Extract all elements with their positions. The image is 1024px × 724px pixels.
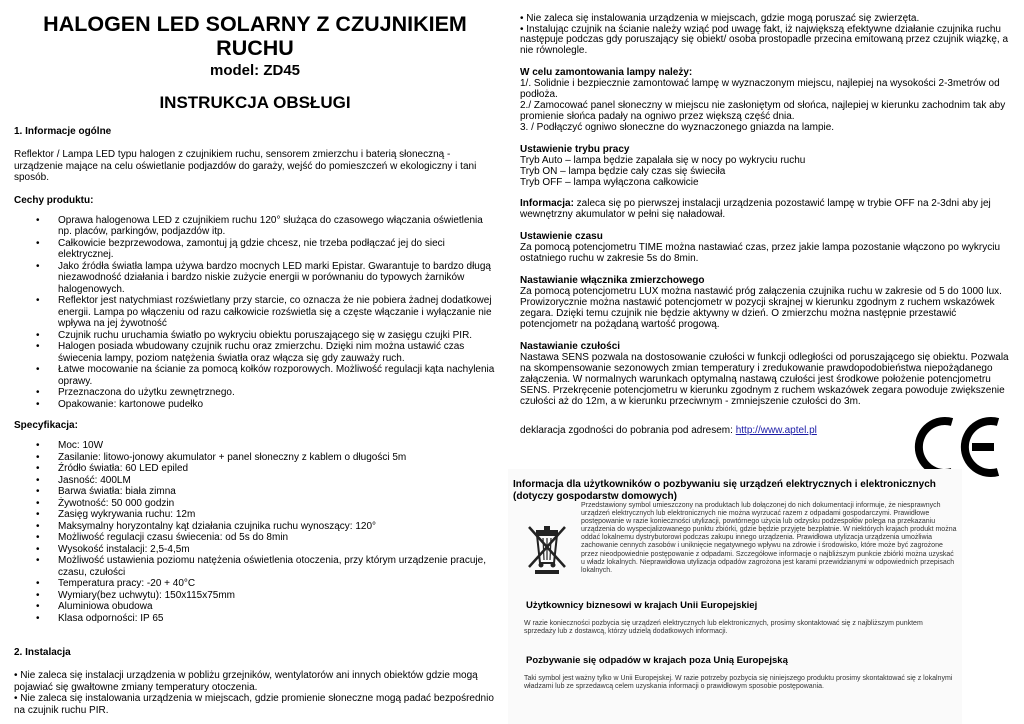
list-item: • Całkowicie bezprzewodowa, zamontuj ją gdzie chcesz, nie trzeba podłączać jej do sieci elektrycznej. (14, 238, 496, 261)
features-list (14, 215, 496, 411)
declaration-link[interactable]: http://www.aptel.pl (735, 424, 817, 436)
twilight-text: Za pomocą potencjometru LUX można nastawić próg załączenia czujnika ruchu w zakresie od 5 do 1000 lux. Prowizorycznie można nastawić potencjometr w pozycji skrajnej w kierunku zgodnym z ruchem wskazówek zegara. Dzięki temu czujnik nie będzie aktywny w dzień. O zmierzchu można następnie przestawić potencjometr na pożądaną wartość progową. (520, 285, 1002, 330)
weee-title: Informacja dla użytkowników o pozbywaniu się urządzeń elektrycznych i elektronicznych (dotyczy gospodarstw domowych) (513, 479, 936, 502)
list-item: • Łatwe mocowanie na ścianie za pomocą kołków rozporowych. Możliwość regulacji kąta nachylenia oprawy. (14, 364, 496, 387)
declaration-text: deklaracja zgodności do pobrania pod adresem: (520, 424, 736, 436)
specs-list (14, 440, 496, 624)
list-item: • Maksymalny horyzontalny kąt działania czujnika ruchu wynoszący: 120° (14, 521, 496, 533)
modes-heading: Ustawienie trybu pracy (520, 143, 630, 155)
list-item: • Aluminiowa obudowa (14, 601, 496, 613)
install-line: • Nie zaleca się instalacji urządzenia w pobliżu grzejników, wentylatorów ani innych obiektów gdzie mogą pojawiać się gwałtowne zmiany temperatury otoczenia. (14, 670, 478, 693)
mount-step: 1/. Solidnie i bezpiecznie zamontować lampę w wyznaczonym miejscu, najlepiej na wysokości 2-3metrów od podłoża. (520, 77, 1000, 100)
weee-text: Przedstawiony symbol umieszczony na produktach lub dołączonej do nich dokumentacji informuje, że niesprawnych urządzeń elektrycznych lub elektronicznych nie można wyrzucać razem z odpadami gospodarczymi. Prawidłowe postępowanie w razie konieczności utylizacji, powtórnego użycia lub odzysku podzespołów polega na przekazaniu urządzenia do wyspecjalizowanego punktu zbiórki, gdzie będzie przyjęte bezpłatnie. W niektórych krajach produkt można oddać lokalnemu dystrybutorowi podczas zakupu innego urządzenia. Prawidłowa utylizacja urządzenia umożliwia zachowanie cennych zasobów i uniknięcie negatywnego wpływu na zdrowie i środowisko, które może być zagrożone przez nieodpowiednie postępowanie z odpadami. Szczegółowe informacje o najbliższym punkcie zbiórki można uzyskać u władz lokalnych. Nieprawidłowa utylizacja odpadów zagrożona jest karami przewidzianymi w odpowiednich przepisach lokalnych. (581, 502, 957, 574)
list-item: • Temperatura pracy: -20 + 40°C (14, 578, 496, 590)
list-item: • Moc: 10W (14, 440, 496, 452)
list-item: • Oprawa halogenowa LED z czujnikiem ruchu 120° służąca do czasowego włączania oświetlenia np. placów, parkingów, podjazdów itp. (14, 215, 496, 238)
general-text: Reflektor / Lampa LED typu halogen z czujnikiem ruchu, sensorem zmierzchu i baterią słoneczną - urządzenie mające na celu oświetlanie podjazdów do garaży, wejść do pomieszczeń w ekologiczny i tani sposób. (14, 149, 477, 183)
mount-step: 3. / Podłączyć ogniwo słoneczne do wyznaczonego gniazda na lampie. (520, 121, 835, 133)
section-general-heading: 1. Informacje ogólne (14, 126, 112, 137)
list-item: • Żywotność: 50 000 godzin (14, 498, 496, 510)
time-heading: Ustawienie czasu (520, 230, 603, 242)
list-item: • Możliwość ustawienia poziomu natężenia oświetlenia otoczenia, przy którym urządzenie pracuje, czasu, czułości (14, 555, 496, 578)
info-label: Informacja: (520, 197, 574, 209)
section-install-heading: 2. Instalacja (14, 647, 71, 658)
list-item: • Wymiary(bez uchwytu): 150x115x75mm (14, 590, 496, 602)
list-item: • Halogen posiada wbudowany czujnik ruchu oraz zmierzchu. Dzięki nim można ustawić czas świecenia lampy, poziom natężenia światła oraz włącza się gdy zauważy ruch. (14, 341, 496, 364)
weee-notice (508, 469, 962, 724)
weee-business-heading: Użytkownicy biznesowi w krajach Unii Europejskiej (526, 600, 758, 611)
install-line: • Nie zaleca się instalowania urządzenia w miejscach, gdzie mogą poruszać się zwierzęta. (520, 13, 920, 24)
list-item: • Przeznaczona do użytku zewnętrznego. (14, 387, 496, 399)
document-title: HALOGEN LED SOLARNY Z CZUJNIKIEM RUCHU (43, 12, 467, 60)
list-item: • Klasa odporności: IP 65 (14, 613, 496, 625)
list-item: • Jako źródła światła lampa używa bardzo mocnych LED marki Epistar. Gwarantuje to bardzo długą niezawodność działania i bardzo niskie zużycie energii w porównaniu do typowych żarników halogenowych. (14, 261, 496, 296)
sensitivity-heading: Nastawianie czułości (520, 340, 621, 352)
left-column (14, 0, 496, 716)
mount-heading: W celu zamontowania lampy należy: (520, 66, 693, 78)
manual-subtitle: INSTRUKCJA OBSŁUGI (159, 93, 351, 112)
right-column (520, 0, 1010, 436)
list-item: • Wysokość instalacji: 2,5-4,5m (14, 544, 496, 556)
mode-item: Tryb ON – lampa będzie cały czas się świeciła (520, 165, 726, 177)
list-item: • Zasięg wykrywania ruchu: 12m (14, 509, 496, 521)
weee-outside-heading: Pozbywanie się odpadów w krajach poza Unią Europejską (526, 655, 788, 666)
list-item: • Źródło światła: 60 LED epiled (14, 463, 496, 475)
weee-business-text: W razie konieczności pozbycia się urządzeń elektrycznych lub elektronicznych, prosimy skontaktować się z najbliższym punktem sprzedaży lub z dostawcą, którzy udzielą dodatkowych informacji. (524, 620, 923, 636)
list-item: • Barwa światła: biała zimna (14, 486, 496, 498)
list-item: • Możliwość regulacji czasu świecenia: od 5s do 8min (14, 532, 496, 544)
weee-outside-text: Taki symbol jest ważny tylko w Unii Europejskej. W razie potrzeby pozbycia się niniejszego produktu prosimy skontaktować się z lokalnymi władzami lub ze sprzedawcą celem uzyskania informacji o prawidłowym sposobie postępowania. (524, 675, 953, 691)
features-heading: Cechy produktu: (14, 194, 94, 206)
install-line: • Nie zaleca się instalowania urządzenia w miejscach, gdzie promienie słoneczne mogą padać bezpośrednio na czujnik ruchu PIR. (14, 693, 494, 716)
list-item: • Reflektor jest natychmiast rozświetlany przy starcie, co oznacza że nie pobiera żadnej dodatkowej energii. Lampa po włączeniu od razu całkowicie rozświetla się a częste włączanie i wyłączanie nie wpływa na jej żywotność (14, 295, 496, 330)
twilight-heading: Nastawianie włącznika zmierzchowego (520, 274, 705, 286)
install-line: • Instalując czujnik na ścianie należy wziąć pod uwagę fakt, iż największą efektywne działanie czujnika ruchu następuje podczas gdy poruszający się obiekt/ osoba prostopadle przecina emitowaną przez czujnik wiązkę, a nie równolegle. (520, 23, 1009, 57)
sensitivity-text: Nastawa SENS pozwala na dostosowanie czułości w funkcji odległości od poruszającego się obiektu. Pozwala na skompensowanie sezonowych zmian temperatury i zredukowanie prawdopodobieństwa niepożądanego załączenia. W normalnych warunkach optymalną nastawą czułości jest środkowe położenie potencjometru SENS. Przekręcenie potencjometru w kierunku zgodnym z ruchem wskazówek zegara powoduje zwiększenie czułości aż do 12m, a w kierunku przeciwnym - zmniejszenie czułości do 3m. (520, 351, 1009, 407)
mode-item: Tryb OFF – lampa wyłączona całkowicie (520, 176, 699, 188)
list-item: • Zasilanie: litowo-jonowy akumulator + panel słoneczny z kablem o długości 5m (14, 452, 496, 464)
model-label: model: ZD45 (209, 62, 300, 79)
info-paragraph (520, 198, 1010, 220)
list-item: • Opakowanie: kartonowe pudełko (14, 399, 496, 411)
time-text: Za pomocą potencjometru TIME można nastawiać czas, przez jakie lampa pozostanie włączono po wykryciu ostatniego ruchu w zakresie 5s do 8min. (520, 241, 1001, 264)
info-text: zaleca się po pierwszej instalacji urządzenia pozostawić lampę w trybie OFF na 2-3dni aby jej wewnętrzny akumulator w pełni się naładował. (520, 197, 991, 220)
mode-item: Tryb Auto – lampa będzie zapalała się w nocy po wykryciu ruchu (520, 154, 806, 166)
mount-step: 2./ Zamocować panel słoneczny w miejscu nie zasłoniętym od słońca, najlepiej w kierunku zachodnim tak aby promienie słońca padały na ogniwo przez większą część dnia. (520, 99, 1006, 122)
list-item: • Jasność: 400LM (14, 475, 496, 487)
list-item: • Czujnik ruchu uruchamia światło po wykryciu obiektu poruszającego się w zasięgu czujki PIR. (14, 330, 496, 342)
specs-heading: Specyfikacja: (14, 420, 78, 431)
crossed-bin-icon (523, 521, 571, 575)
